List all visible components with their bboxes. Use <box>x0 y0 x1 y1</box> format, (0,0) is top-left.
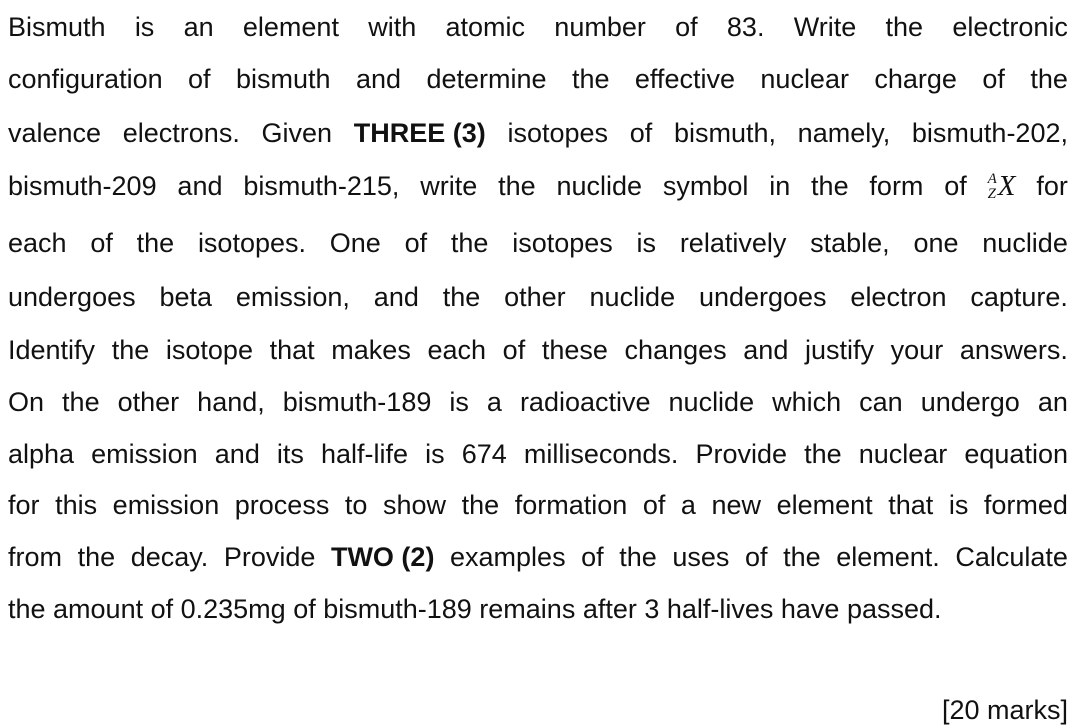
word: symbol <box>662 171 749 201</box>
word: formed <box>983 490 1068 520</box>
word: form <box>869 171 924 201</box>
word: of <box>581 542 604 572</box>
word: is <box>134 12 155 42</box>
word: justify <box>804 335 875 365</box>
word: Identify <box>8 335 96 365</box>
word: that <box>269 335 315 365</box>
word: 83. <box>726 12 765 42</box>
word: can <box>859 387 903 417</box>
word: the <box>77 542 116 572</box>
word: changes <box>624 335 727 365</box>
word: element <box>242 12 339 42</box>
word: atomic <box>445 12 526 42</box>
word: bismuth-189 <box>282 387 432 417</box>
word: bismuth, <box>673 118 776 148</box>
word: bismuth-202, <box>911 118 1068 148</box>
marks-label: [20 marks] <box>941 695 1068 725</box>
word: effective <box>634 64 735 94</box>
word: hand, <box>197 387 265 417</box>
word: with <box>368 12 417 42</box>
word: of <box>745 542 768 572</box>
word: new <box>711 490 762 520</box>
word: determine <box>426 64 547 94</box>
word: and <box>743 335 789 365</box>
word: to <box>344 490 368 520</box>
word: which <box>772 387 842 417</box>
question-line-6 <box>8 280 1068 314</box>
word: the <box>571 64 610 94</box>
word: an <box>1037 387 1068 417</box>
word: uses <box>672 542 730 572</box>
word: nuclear <box>760 64 849 94</box>
word: of <box>944 171 967 201</box>
word: namely, <box>797 118 891 148</box>
word: the <box>442 282 481 312</box>
word: electron <box>850 282 947 312</box>
word: decay. <box>130 542 209 572</box>
word: the <box>783 542 821 572</box>
word: and <box>373 282 419 312</box>
word: One <box>329 228 381 258</box>
word: nuclide <box>556 171 643 201</box>
word: Provide <box>695 439 788 469</box>
word: these <box>541 335 608 365</box>
word: each <box>427 335 487 365</box>
question-line-10 <box>8 488 1068 522</box>
word: the <box>136 228 175 258</box>
word: process <box>234 490 330 520</box>
word: of <box>629 118 653 148</box>
question-line-2 <box>8 62 1068 96</box>
question-line-4 <box>8 169 1068 203</box>
word: answers. <box>959 335 1068 365</box>
word: and <box>355 64 402 94</box>
word: of <box>188 64 211 94</box>
word: radioactive <box>519 387 651 417</box>
word: show <box>382 490 447 520</box>
word: the <box>811 171 849 201</box>
mass-number: A <box>987 171 997 187</box>
word: that <box>888 490 934 520</box>
word: the <box>1030 64 1068 94</box>
word: emission, <box>235 282 350 312</box>
word: one <box>913 228 959 258</box>
emphasis-two: TWO (2) <box>330 542 435 572</box>
word: undergo <box>920 387 1020 417</box>
word: the <box>619 542 657 572</box>
word: capture. <box>970 282 1068 312</box>
word: On <box>8 387 45 417</box>
word: each <box>8 228 67 258</box>
question-line-5 <box>8 226 1068 260</box>
word: electrons. <box>122 118 240 148</box>
word: emission <box>112 490 220 520</box>
word: Given <box>261 118 333 148</box>
word: the <box>461 490 500 520</box>
word: undergoes <box>8 282 136 312</box>
word: isotopes <box>507 118 609 148</box>
word: and <box>177 171 223 201</box>
word: nuclide <box>982 228 1068 258</box>
word: for <box>8 490 40 520</box>
word: other <box>504 282 566 312</box>
word: the <box>885 12 924 42</box>
element-symbol: X <box>997 170 1016 202</box>
word: from <box>8 542 62 572</box>
question-line-12: the amount of 0.235mg of bismuth-189 remains after 3 half-lives have passed. <box>8 594 942 624</box>
word: Bismuth <box>8 12 106 42</box>
word: is <box>449 387 469 417</box>
word: and <box>214 439 260 469</box>
word: of <box>90 228 113 258</box>
question-line-8 <box>8 385 1068 419</box>
word: nuclide <box>668 387 755 417</box>
word: your <box>890 335 944 365</box>
word: Write <box>793 12 857 42</box>
question-line-11 <box>8 540 1068 574</box>
word: configuration <box>8 64 163 94</box>
word: in <box>769 171 791 201</box>
word: nuclide <box>589 282 676 312</box>
word: Provide <box>223 542 316 572</box>
word: of <box>982 64 1005 94</box>
question-line-3 <box>8 116 1068 150</box>
word: electronic <box>952 12 1068 42</box>
word: bismuth <box>235 64 331 94</box>
word: bismuth-209 <box>8 171 157 201</box>
word: the <box>804 439 842 469</box>
word: number <box>554 12 646 42</box>
word: is <box>948 490 969 520</box>
word: of <box>502 335 526 365</box>
word: this <box>55 490 98 520</box>
nuclide-numbers <box>988 172 997 202</box>
word: stable, <box>810 228 890 258</box>
word: of <box>404 228 428 258</box>
atomic-number: Z <box>987 186 996 202</box>
word: element. <box>836 542 940 572</box>
question-line-1 <box>8 10 1068 44</box>
word: of <box>675 12 698 42</box>
word: is <box>636 228 657 258</box>
word: relatively <box>679 228 787 258</box>
word: the <box>450 228 489 258</box>
word: nuclear <box>858 439 948 469</box>
word: formation <box>514 490 628 520</box>
word: half-life <box>321 439 409 469</box>
word: is <box>425 439 445 469</box>
word: for <box>1036 171 1068 201</box>
word: undergoes <box>698 282 827 312</box>
word: 674 <box>461 439 507 469</box>
word: a <box>680 490 696 520</box>
word: equation <box>964 439 1068 469</box>
word: isotopes. <box>197 228 307 258</box>
word: examples <box>450 542 566 572</box>
word: an <box>183 12 214 42</box>
question-line-9 <box>8 437 1068 471</box>
word: charge <box>874 64 957 94</box>
word: element <box>776 490 873 520</box>
word: its <box>276 439 304 469</box>
word: isotopes <box>512 228 613 258</box>
word: write <box>420 171 478 201</box>
word: the <box>498 171 536 201</box>
word: a <box>486 387 502 417</box>
word: the <box>111 335 150 365</box>
word: alpha <box>8 439 75 469</box>
nuclide-symbol <box>988 169 1016 203</box>
word: beta <box>159 282 213 312</box>
word: other <box>117 387 180 417</box>
word: isotope <box>165 335 253 365</box>
word: milliseconds. <box>523 439 679 469</box>
word: bismuth-215, <box>243 171 400 201</box>
word: of <box>642 490 666 520</box>
emphasis-three: THREE (3) <box>353 118 486 148</box>
word: valence <box>8 118 102 148</box>
word: Calculate <box>955 542 1068 572</box>
question-line-7 <box>8 333 1068 367</box>
word: makes <box>331 335 411 365</box>
word: emission <box>91 439 198 469</box>
word: the <box>62 387 100 417</box>
